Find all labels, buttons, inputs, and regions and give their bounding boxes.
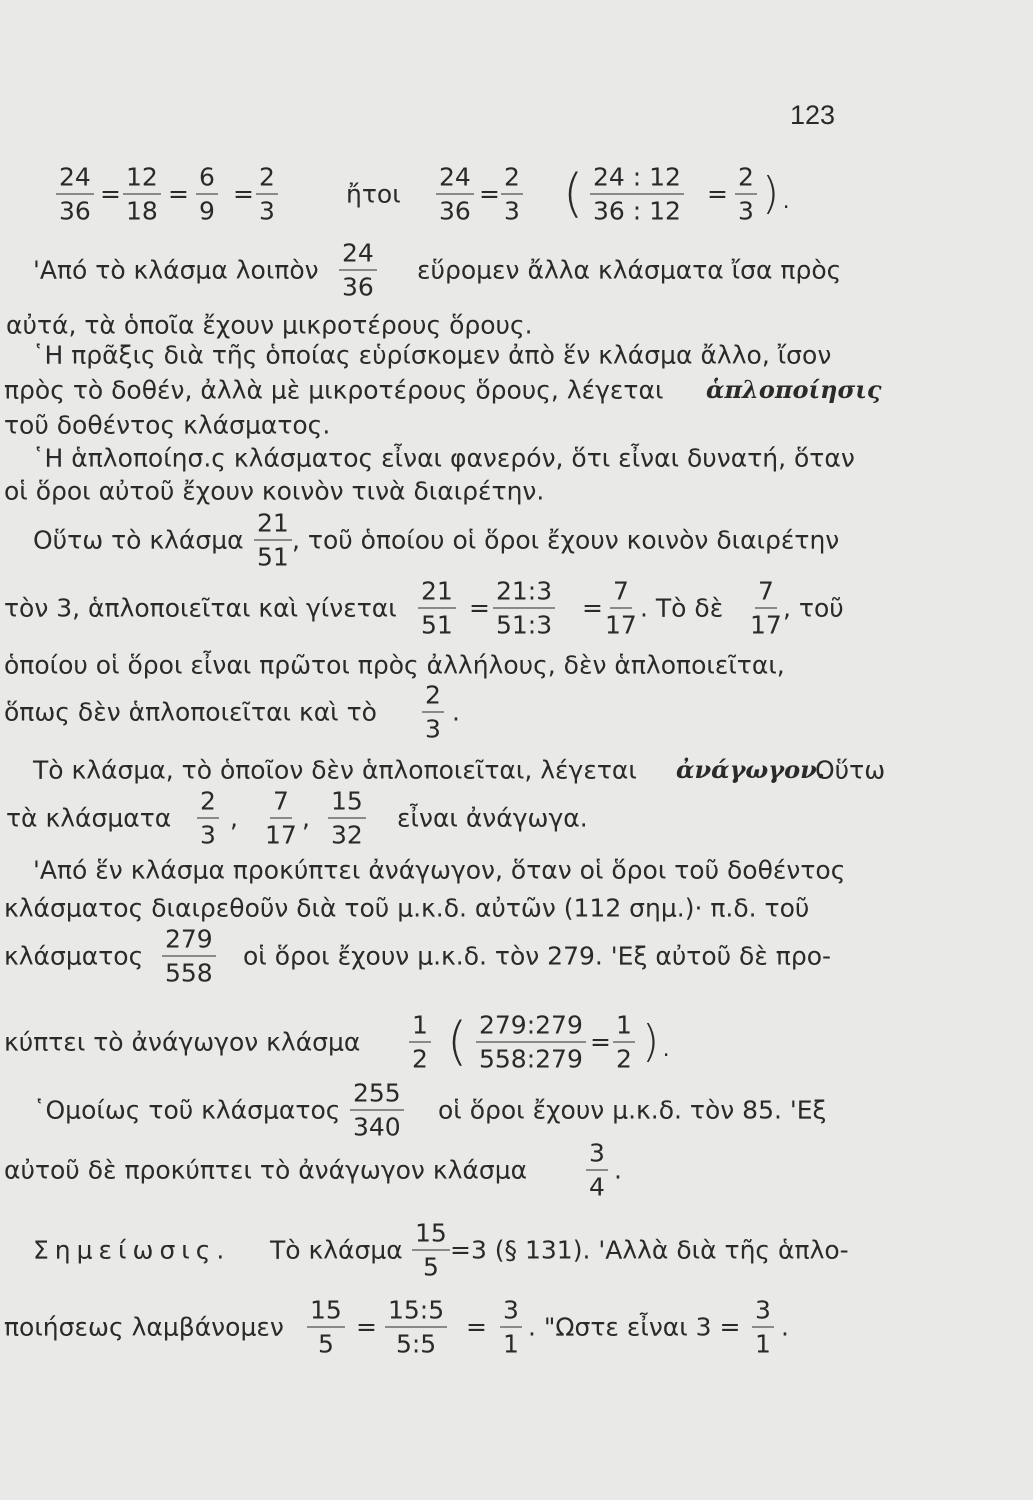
fraction: 1 2 (409, 1013, 431, 1072)
fraction: 2 3 (501, 165, 523, 224)
fraction: 7 17 (750, 576, 782, 640)
fraction: 15 32 (328, 789, 366, 848)
fraction: 2 3 (422, 683, 444, 742)
fraction: 279 558 (162, 927, 216, 986)
fraction: 15 5 (307, 1298, 345, 1357)
fraction: 2 3 (735, 165, 757, 224)
fraction: 2 3 (256, 165, 278, 224)
page-number: 123 (790, 100, 836, 130)
fraction: 279:279 558:279 (476, 1013, 586, 1072)
fraction: 21 51 (418, 579, 456, 638)
fraction: 2 3 (197, 789, 219, 848)
fraction: 15:5 5:5 (385, 1298, 447, 1357)
book-page: 123 24 36 = 12 18 = 6 9 = 2 3 ἤτοι 24 36 = 2 3 ( 24 : 12 36 : 12 = 2 3 ). 'Από τὸ κλάσμα λοιπὸν 24 36 εὕρομεν ἄλλα κλάσματα ἴσα πρὸς αὐτά, τὰ ὁποῖα ἔχουν μικροτέρους ὅρους. ῾Η πρᾶξις διὰ τῆς ὁποίας εὑρίσκομεν ἀπὸ ἕν κλάσμα ἄλλο, ἴσον πρὸς τὸ δοθέν, ἀλλὰ μὲ μικροτέρους ὅρους, λέγεται ἁπλοποίησις τοῦ δοθέντος κλάσματος. ῾Η ἁπλοποίησ.ς κλάσματος εἶναι φανερόν, ὅτι εἶναι δυνατή, ὅταν οἱ ὅροι αὐτοῦ ἔχουν κοινὸν τινὰ διαιρέτην. Οὕτω τὸ κλάσμα 21 51 , τοῦ ὁποίου οἱ ὅροι ἔχουν κοινὸν διαιρέτην τὸν 3, ἁπλοποιεῖται καὶ γίνεται 21 51 = 21:3 51:3 = 7 17 . Τὸ δὲ 7 17 , τοῦ ὁποίου οἱ ὅροι εἶναι πρῶτοι πρὸς ἀλλήλους, δὲν ἁπλοποιεῖται, ὅπως δὲν ἁπλοποιεῖται καὶ τὸ 2 3 . Τὸ κλάσμα, τὸ ὁποῖον δὲν ἁπλοποιεῖται, λέγεται ἀνάγωγον. Οὕτω τὰ κλάσματα 2 3 , 7 17 , 15 32 εἶναι ἀνάγωγα. 'Από ἕν κλάσμα προκύπτει ἀνάγωγον, ὅταν οἱ ὅροι τοῦ δοθέντος κλάσματος διαιρεθοῦν διὰ τοῦ μ.κ.δ. αὐτῶν (112 σημ.)· π.δ. τοῦ κλάσματος 279 558 οἱ ὅροι ἔχουν μ.κ.δ. τὸν 279. 'Εξ αὐτοῦ δὲ προ- κύπτει τὸ ἀνάγωγον κλάσμα 1 2 ( 279:279 558:279 = 1 2 ). ῾Ομοίως τοῦ κλάσματος 255 340 οἱ ὅροι ἔχουν μ.κ.δ. τὸν 85. 'Εξ αὐτοῦ δὲ προκύπτει τὸ ἀνάγωγον κλάσμα 3 4 . Σημείωσις. Τὸ κλάσμα 15 5 =3 (§ 131). 'Αλλὰ διὰ τῆς ἁπλο- ποιήσεως λαμβάνομεν 15 5 = 15:5 5:5 = 3 1 . "Ωστε εἶναι 3 = 3 1 . (4, 100, 886, 1359)
fraction: 255 340 (350, 1081, 404, 1140)
fraction: 24 36 (339, 241, 377, 300)
term-anagogon: ἀνάγωγον. (676, 755, 826, 784)
fraction: 3 1 (752, 1298, 774, 1357)
fraction: 7 17 (265, 786, 297, 850)
fraction: 3 1 (500, 1298, 522, 1357)
fraction: 15 5 (412, 1221, 450, 1280)
fraction: 6 9 (196, 165, 218, 224)
note-heading: Σημείωσις. (33, 1235, 231, 1265)
fraction: 3 4 (586, 1141, 608, 1200)
fraction: 24 : 12 36 : 12 (590, 165, 684, 224)
fraction: 21 51 (254, 511, 292, 570)
fraction: 21:3 51:3 (493, 579, 555, 638)
fraction: 24 36 (56, 165, 94, 224)
fraction: 1 2 (613, 1013, 635, 1072)
fraction: 7 17 (605, 576, 637, 640)
fraction: 24 36 (436, 165, 474, 224)
term-haplopoiesis: ἁπλοποίησις (706, 375, 882, 404)
fraction: 12 18 (123, 165, 161, 224)
